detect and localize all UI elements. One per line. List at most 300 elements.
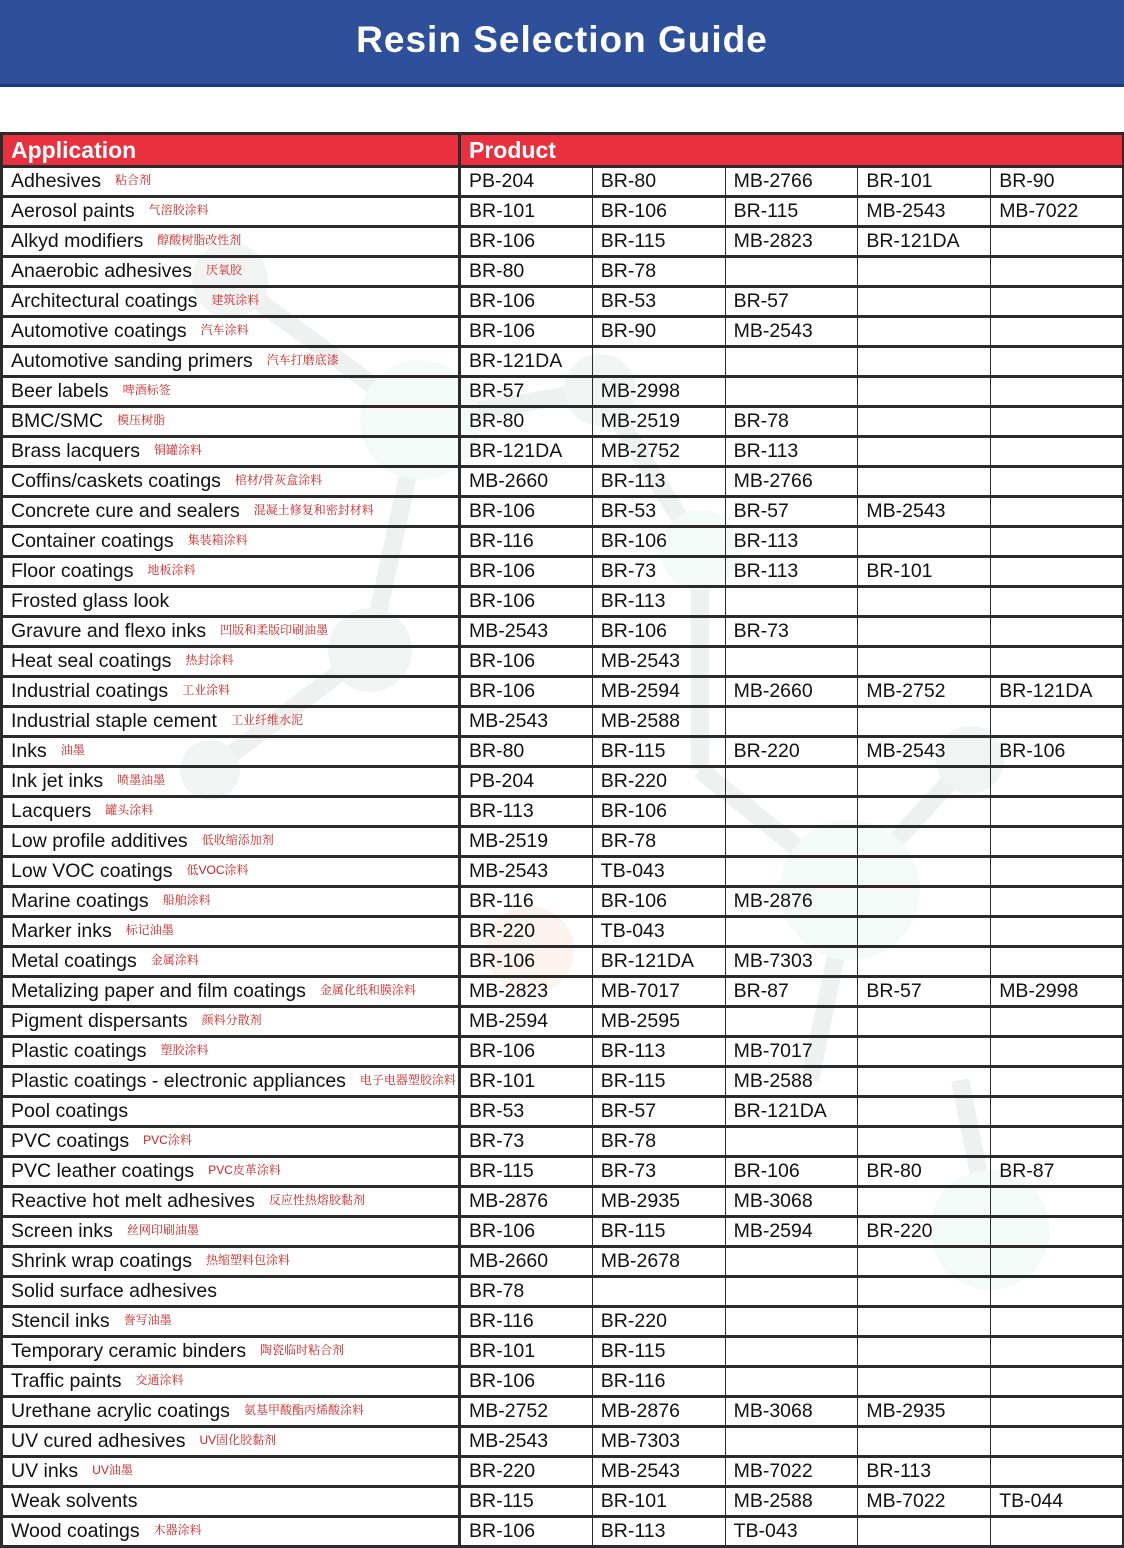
product-cell: TB-043 bbox=[592, 917, 725, 947]
product-cell: MB-2752 bbox=[460, 1397, 593, 1427]
application-cell bbox=[2, 1457, 460, 1487]
product-cell: PB-204 bbox=[460, 767, 593, 797]
application-name: Adhesives bbox=[11, 170, 101, 192]
product-cell bbox=[991, 347, 1124, 377]
application-chinese-name: 工业纤维水泥 bbox=[230, 713, 303, 727]
product-cell bbox=[725, 1247, 858, 1277]
application-chinese-name: 棺材/骨灰盒涂料 bbox=[234, 473, 323, 487]
product-cell: MB-2876 bbox=[592, 1397, 725, 1427]
application-name: Industrial staple cement bbox=[11, 710, 217, 732]
product-cell bbox=[991, 1007, 1124, 1037]
product-cell: BR-101 bbox=[858, 557, 991, 587]
application-chinese-name: 醇酸树脂改性剂 bbox=[157, 233, 242, 247]
product-cell bbox=[991, 1427, 1124, 1457]
table-row bbox=[2, 197, 1124, 227]
table-row bbox=[2, 1067, 1124, 1097]
product-cell bbox=[991, 857, 1124, 887]
application-cell bbox=[2, 377, 460, 407]
product-cell: BR-106 bbox=[592, 797, 725, 827]
table-row bbox=[2, 257, 1124, 287]
application-name: Metal coatings bbox=[11, 950, 137, 972]
product-cell: BR-113 bbox=[725, 557, 858, 587]
product-cell: BR-115 bbox=[592, 737, 725, 767]
application-name: Architectural coatings bbox=[11, 290, 198, 312]
product-cell: BR-113 bbox=[592, 1517, 725, 1547]
product-cell bbox=[991, 1337, 1124, 1367]
application-chinese-name: 金属化纸和膜涂料 bbox=[319, 983, 416, 997]
product-header: Product bbox=[460, 134, 1124, 167]
product-cell: BR-53 bbox=[592, 287, 725, 317]
table-row bbox=[2, 557, 1124, 587]
table-row bbox=[2, 1367, 1124, 1397]
product-cell: TB-043 bbox=[592, 857, 725, 887]
product-cell bbox=[858, 857, 991, 887]
application-chinese-name: 热封涂料 bbox=[185, 653, 234, 667]
application-cell bbox=[2, 977, 460, 1007]
application-chinese-name: 汽车涂料 bbox=[200, 323, 249, 337]
product-cell: BR-101 bbox=[460, 197, 593, 227]
product-cell bbox=[858, 1427, 991, 1457]
product-cell bbox=[858, 707, 991, 737]
product-cell: TB-044 bbox=[991, 1487, 1124, 1517]
product-cell bbox=[858, 347, 991, 377]
application-cell bbox=[2, 1217, 460, 1247]
product-cell: MB-2998 bbox=[592, 377, 725, 407]
product-cell: MB-2588 bbox=[725, 1487, 858, 1517]
table-row bbox=[2, 1517, 1124, 1547]
application-name: Pigment dispersants bbox=[11, 1010, 188, 1032]
product-cell bbox=[725, 1007, 858, 1037]
application-cell bbox=[2, 257, 460, 287]
table-row bbox=[2, 977, 1124, 1007]
product-cell bbox=[725, 827, 858, 857]
table-row bbox=[2, 827, 1124, 857]
application-name: Marine coatings bbox=[11, 890, 149, 912]
product-cell: MB-2543 bbox=[460, 1427, 593, 1457]
product-cell: BR-115 bbox=[592, 227, 725, 257]
product-cell: MB-2588 bbox=[725, 1067, 858, 1097]
application-chinese-name: 反应性热熔胶黏剂 bbox=[268, 1193, 365, 1207]
product-cell: BR-80 bbox=[858, 1157, 991, 1187]
product-cell bbox=[725, 1427, 858, 1457]
table-body bbox=[2, 167, 1124, 1547]
product-cell: BR-116 bbox=[460, 887, 593, 917]
page-title: Resin Selection Guide bbox=[356, 19, 768, 60]
application-cell bbox=[2, 1337, 460, 1367]
application-name: Ink jet inks bbox=[11, 770, 104, 792]
application-chinese-name: PVC涂料 bbox=[143, 1133, 192, 1147]
product-cell: BR-113 bbox=[460, 797, 593, 827]
application-name: UV inks bbox=[11, 1460, 79, 1482]
application-cell bbox=[2, 227, 460, 257]
table-row bbox=[2, 437, 1124, 467]
application-cell bbox=[2, 1157, 460, 1187]
application-name: Alkyd modifiers bbox=[11, 230, 144, 252]
product-cell bbox=[858, 647, 991, 677]
product-cell: MB-2660 bbox=[725, 677, 858, 707]
product-cell bbox=[858, 1367, 991, 1397]
product-cell bbox=[991, 617, 1124, 647]
product-cell bbox=[725, 1367, 858, 1397]
product-cell: MB-2766 bbox=[725, 167, 858, 197]
product-cell: BR-220 bbox=[460, 1457, 593, 1487]
product-cell bbox=[858, 317, 991, 347]
product-cell bbox=[592, 1277, 725, 1307]
application-cell bbox=[2, 1427, 460, 1457]
product-cell: BR-220 bbox=[460, 917, 593, 947]
product-cell: BR-80 bbox=[460, 737, 593, 767]
product-cell bbox=[858, 1277, 991, 1307]
product-cell bbox=[991, 377, 1124, 407]
product-cell: BR-78 bbox=[592, 257, 725, 287]
application-chinese-name: 厌氧胶 bbox=[206, 263, 243, 277]
product-cell: BR-73 bbox=[592, 557, 725, 587]
product-cell: BR-101 bbox=[592, 1487, 725, 1517]
product-cell: BR-106 bbox=[592, 197, 725, 227]
table-row bbox=[2, 797, 1124, 827]
product-cell: PB-204 bbox=[460, 167, 593, 197]
product-cell bbox=[991, 887, 1124, 917]
product-cell bbox=[858, 1247, 991, 1277]
product-cell: BR-116 bbox=[460, 527, 593, 557]
application-name: Pool coatings bbox=[11, 1100, 129, 1122]
application-name: Inks bbox=[11, 740, 47, 762]
application-chinese-name: 工业涂料 bbox=[182, 683, 231, 697]
product-cell: BR-101 bbox=[858, 167, 991, 197]
product-cell: MB-2876 bbox=[725, 887, 858, 917]
product-cell: BR-116 bbox=[460, 1307, 593, 1337]
application-chinese-name: 模压树脂 bbox=[117, 413, 166, 427]
product-cell: BR-106 bbox=[725, 1157, 858, 1187]
table-row bbox=[2, 767, 1124, 797]
application-header: Application bbox=[2, 134, 460, 167]
product-cell: BR-80 bbox=[592, 167, 725, 197]
product-cell bbox=[991, 1457, 1124, 1487]
product-cell: BR-115 bbox=[460, 1157, 593, 1187]
product-cell: MB-2543 bbox=[592, 647, 725, 677]
application-name: PVC leather coatings bbox=[11, 1160, 195, 1182]
table-row bbox=[2, 347, 1124, 377]
application-cell bbox=[2, 527, 460, 557]
product-cell: BR-87 bbox=[725, 977, 858, 1007]
product-cell bbox=[991, 1097, 1124, 1127]
application-chinese-name: 标记油墨 bbox=[125, 923, 174, 937]
application-cell bbox=[2, 287, 460, 317]
product-cell bbox=[858, 1037, 991, 1067]
application-cell bbox=[2, 557, 460, 587]
table-row bbox=[2, 917, 1124, 947]
product-cell bbox=[725, 1337, 858, 1367]
application-name: UV cured adhesives bbox=[11, 1430, 186, 1452]
application-chinese-name: 啤酒标签 bbox=[122, 383, 171, 397]
application-cell bbox=[2, 347, 460, 377]
product-cell: MB-2543 bbox=[858, 197, 991, 227]
product-cell: MB-2823 bbox=[460, 977, 593, 1007]
product-cell bbox=[991, 557, 1124, 587]
product-cell bbox=[858, 827, 991, 857]
application-cell bbox=[2, 317, 460, 347]
product-cell: BR-116 bbox=[592, 1367, 725, 1397]
product-cell: MB-3068 bbox=[725, 1187, 858, 1217]
application-chinese-name: 塑胶涂料 bbox=[160, 1043, 209, 1057]
application-name: Low VOC coatings bbox=[11, 860, 173, 882]
product-cell bbox=[991, 1127, 1124, 1157]
application-cell bbox=[2, 737, 460, 767]
product-cell: MB-2543 bbox=[858, 497, 991, 527]
product-cell: BR-121DA bbox=[858, 227, 991, 257]
product-cell: MB-2594 bbox=[460, 1007, 593, 1037]
product-cell: BR-106 bbox=[460, 947, 593, 977]
table-row bbox=[2, 227, 1124, 257]
application-cell bbox=[2, 1367, 460, 1397]
application-name: Automotive sanding primers bbox=[11, 350, 253, 372]
product-cell bbox=[991, 407, 1124, 437]
application-cell bbox=[2, 647, 460, 677]
table-row bbox=[2, 497, 1124, 527]
application-cell bbox=[2, 1187, 460, 1217]
product-cell bbox=[991, 1517, 1124, 1547]
product-cell bbox=[991, 1247, 1124, 1277]
product-cell: BR-121DA bbox=[592, 947, 725, 977]
product-cell bbox=[991, 1307, 1124, 1337]
application-chinese-name: 金属涂料 bbox=[150, 953, 199, 967]
application-cell bbox=[2, 917, 460, 947]
product-cell: BR-53 bbox=[460, 1097, 593, 1127]
product-cell: BR-113 bbox=[592, 467, 725, 497]
product-cell bbox=[991, 527, 1124, 557]
product-cell bbox=[858, 1337, 991, 1367]
application-chinese-name: 铜罐涂料 bbox=[153, 443, 202, 457]
product-cell bbox=[858, 1067, 991, 1097]
product-cell: MB-2543 bbox=[592, 1457, 725, 1487]
application-name: Beer labels bbox=[11, 380, 109, 402]
application-chinese-name: 汽车打磨底漆 bbox=[266, 353, 339, 367]
application-name: Wood coatings bbox=[11, 1520, 140, 1542]
table-row bbox=[2, 407, 1124, 437]
product-cell bbox=[725, 857, 858, 887]
application-chinese-name: 凹版和柔版印刷油墨 bbox=[220, 623, 329, 637]
product-cell bbox=[725, 1277, 858, 1307]
application-name: Stencil inks bbox=[11, 1310, 110, 1332]
application-cell bbox=[2, 1007, 460, 1037]
application-cell bbox=[2, 1517, 460, 1547]
product-cell bbox=[991, 827, 1124, 857]
product-cell: MB-2543 bbox=[858, 737, 991, 767]
product-cell: BR-101 bbox=[460, 1337, 593, 1367]
product-cell: BR-90 bbox=[991, 167, 1124, 197]
product-cell: BR-78 bbox=[592, 827, 725, 857]
product-cell bbox=[725, 797, 858, 827]
product-cell: MB-3068 bbox=[725, 1397, 858, 1427]
table-row bbox=[2, 1307, 1124, 1337]
application-cell bbox=[2, 767, 460, 797]
product-cell: BR-106 bbox=[460, 1217, 593, 1247]
application-cell bbox=[2, 1037, 460, 1067]
product-cell: MB-2823 bbox=[725, 227, 858, 257]
product-cell: BR-106 bbox=[592, 527, 725, 557]
application-cell bbox=[2, 1487, 460, 1517]
product-cell: BR-101 bbox=[460, 1067, 593, 1097]
application-chinese-name: PVC皮革涂料 bbox=[208, 1163, 281, 1177]
product-cell bbox=[991, 767, 1124, 797]
table-row bbox=[2, 1127, 1124, 1157]
table-row bbox=[2, 1037, 1124, 1067]
product-cell: BR-121DA bbox=[725, 1097, 858, 1127]
product-cell: BR-106 bbox=[460, 317, 593, 347]
product-cell: BR-220 bbox=[858, 1217, 991, 1247]
application-cell bbox=[2, 407, 460, 437]
application-name: Temporary ceramic binders bbox=[11, 1340, 247, 1362]
application-cell bbox=[2, 887, 460, 917]
application-cell bbox=[2, 857, 460, 887]
product-cell: BR-121DA bbox=[460, 437, 593, 467]
product-cell bbox=[858, 1007, 991, 1037]
application-chinese-name: 电子电器塑胶涂料 bbox=[359, 1073, 456, 1087]
product-cell bbox=[991, 1217, 1124, 1247]
product-cell: BR-115 bbox=[460, 1487, 593, 1517]
product-cell: MB-2595 bbox=[592, 1007, 725, 1037]
product-cell: MB-2543 bbox=[725, 317, 858, 347]
table-row bbox=[2, 1097, 1124, 1127]
product-cell: BR-57 bbox=[460, 377, 593, 407]
application-name: Plastic coatings bbox=[11, 1040, 147, 1062]
application-name: Gravure and flexo inks bbox=[11, 620, 207, 642]
product-cell bbox=[725, 647, 858, 677]
product-cell bbox=[725, 917, 858, 947]
product-cell bbox=[725, 257, 858, 287]
product-cell bbox=[858, 287, 991, 317]
table-row bbox=[2, 737, 1124, 767]
product-cell bbox=[991, 917, 1124, 947]
product-cell bbox=[858, 947, 991, 977]
application-name: Concrete cure and sealers bbox=[11, 500, 240, 522]
application-cell bbox=[2, 197, 460, 227]
product-cell: BR-106 bbox=[460, 1037, 593, 1067]
table-row bbox=[2, 677, 1124, 707]
product-cell bbox=[991, 947, 1124, 977]
application-name: BMC/SMC bbox=[11, 410, 104, 432]
application-chinese-name: 船舶涂料 bbox=[162, 893, 211, 907]
application-name: Industrial coatings bbox=[11, 680, 169, 702]
application-chinese-name: 氨基甲酸酯丙烯酸涂料 bbox=[243, 1403, 364, 1417]
table-row bbox=[2, 1277, 1124, 1307]
application-name: Automotive coatings bbox=[11, 320, 187, 342]
application-cell bbox=[2, 827, 460, 857]
application-cell bbox=[2, 797, 460, 827]
product-cell: BR-115 bbox=[592, 1067, 725, 1097]
product-cell bbox=[858, 617, 991, 647]
application-cell bbox=[2, 497, 460, 527]
table-header-row bbox=[2, 134, 1124, 167]
table-row bbox=[2, 647, 1124, 677]
application-chinese-name: 混凝土修复和密封材料 bbox=[253, 503, 374, 517]
product-cell: BR-57 bbox=[858, 977, 991, 1007]
product-cell bbox=[725, 347, 858, 377]
product-cell: BR-106 bbox=[991, 737, 1124, 767]
product-cell: BR-220 bbox=[725, 737, 858, 767]
product-cell: BR-106 bbox=[460, 497, 593, 527]
product-cell: TB-043 bbox=[725, 1517, 858, 1547]
product-cell bbox=[858, 467, 991, 497]
product-cell bbox=[991, 587, 1124, 617]
application-name: PVC coatings bbox=[11, 1130, 130, 1152]
product-cell bbox=[858, 407, 991, 437]
product-cell bbox=[858, 377, 991, 407]
application-chinese-name: 喷墨油墨 bbox=[117, 773, 166, 787]
table-row bbox=[2, 1007, 1124, 1037]
product-cell: MB-2543 bbox=[460, 857, 593, 887]
product-cell: BR-78 bbox=[725, 407, 858, 437]
product-cell bbox=[991, 317, 1124, 347]
product-cell: BR-106 bbox=[460, 677, 593, 707]
product-cell bbox=[725, 587, 858, 617]
product-cell: BR-57 bbox=[592, 1097, 725, 1127]
application-cell bbox=[2, 677, 460, 707]
application-name: Aerosol paints bbox=[11, 200, 135, 222]
application-name: Solid surface adhesives bbox=[11, 1280, 217, 1302]
application-cell bbox=[2, 947, 460, 977]
product-cell: BR-78 bbox=[460, 1277, 593, 1307]
product-cell: MB-2766 bbox=[725, 467, 858, 497]
application-cell bbox=[2, 617, 460, 647]
application-name: Plastic coatings - electronic appliances bbox=[11, 1070, 346, 1092]
product-cell bbox=[858, 1517, 991, 1547]
application-name: Marker inks bbox=[11, 920, 112, 942]
product-cell bbox=[858, 797, 991, 827]
table-row bbox=[2, 617, 1124, 647]
application-chinese-name: UV油墨 bbox=[92, 1463, 133, 1477]
application-cell bbox=[2, 467, 460, 497]
application-name: Floor coatings bbox=[11, 560, 134, 582]
table-row bbox=[2, 377, 1124, 407]
table-row bbox=[2, 857, 1124, 887]
product-cell: MB-2519 bbox=[460, 827, 593, 857]
product-cell: BR-220 bbox=[592, 767, 725, 797]
product-cell bbox=[725, 377, 858, 407]
product-cell: BR-53 bbox=[592, 497, 725, 527]
product-cell: BR-106 bbox=[460, 227, 593, 257]
product-cell: BR-73 bbox=[725, 617, 858, 647]
product-cell: BR-78 bbox=[592, 1127, 725, 1157]
table-row bbox=[2, 1247, 1124, 1277]
product-cell bbox=[858, 437, 991, 467]
product-cell: BR-115 bbox=[592, 1337, 725, 1367]
application-chinese-name: 交通涂料 bbox=[135, 1373, 184, 1387]
application-chinese-name: 低VOC涂料 bbox=[186, 863, 249, 877]
product-cell: BR-90 bbox=[592, 317, 725, 347]
product-cell: MB-2594 bbox=[725, 1217, 858, 1247]
product-cell: MB-2876 bbox=[460, 1187, 593, 1217]
application-chinese-name: 地板涂料 bbox=[147, 563, 196, 577]
application-name: Screen inks bbox=[11, 1220, 113, 1242]
product-cell: BR-121DA bbox=[460, 347, 593, 377]
table-row bbox=[2, 1187, 1124, 1217]
product-cell: BR-106 bbox=[460, 587, 593, 617]
table-row bbox=[2, 287, 1124, 317]
application-chinese-name: 罐头涂料 bbox=[105, 803, 154, 817]
product-cell bbox=[991, 497, 1124, 527]
product-cell bbox=[991, 1367, 1124, 1397]
product-cell bbox=[858, 1127, 991, 1157]
product-cell bbox=[991, 1277, 1124, 1307]
product-cell: BR-106 bbox=[460, 287, 593, 317]
table-row bbox=[2, 1157, 1124, 1187]
application-cell bbox=[2, 1097, 460, 1127]
product-cell bbox=[858, 917, 991, 947]
product-cell bbox=[991, 1187, 1124, 1217]
product-cell bbox=[991, 437, 1124, 467]
table-row bbox=[2, 1337, 1124, 1367]
